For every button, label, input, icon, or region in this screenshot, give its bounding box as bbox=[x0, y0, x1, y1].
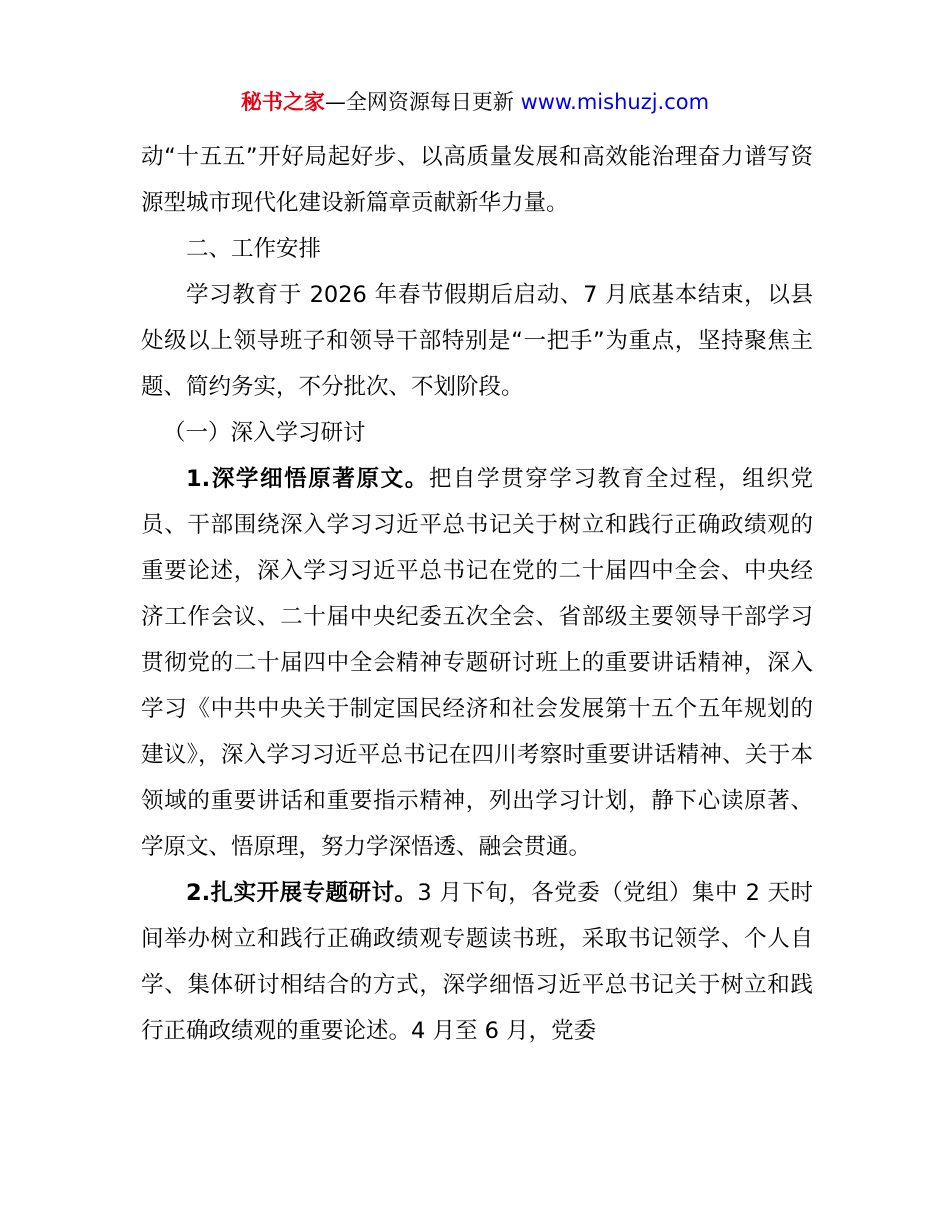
subsection-heading bbox=[141, 410, 813, 456]
site-header bbox=[0, 88, 950, 116]
paragraph-text: 学习教育于 2026 年春节假期后启动、7 月底基本结束，以县处级以上领导班子和领导干部特别是“一把手”为重点，坚持聚焦主题、简约务实，不分批次、不划阶段。 bbox=[141, 282, 813, 400]
document-body bbox=[141, 134, 813, 1054]
paragraph-continuation bbox=[141, 134, 813, 226]
paragraph bbox=[141, 272, 813, 410]
paragraph-lead: 1.深学细悟原著原文。 bbox=[186, 466, 429, 492]
subsection-heading-text: （一）深入学习研讨 bbox=[163, 420, 366, 446]
paragraph-lead: 2.扎实开展专题研讨。 bbox=[186, 880, 418, 906]
site-url-link[interactable]: www.mishuzj.com bbox=[520, 90, 710, 114]
paragraph-text: 动“十五五”开好局起好步、以高质量发展和高效能治理奋力谱写资源型城市现代化建设新篇章贡献新华力量。 bbox=[141, 144, 813, 216]
section-heading bbox=[141, 226, 813, 272]
header-tagline: —全网资源每日更新 bbox=[324, 90, 521, 114]
section-heading-text: 二、工作安排 bbox=[186, 236, 322, 262]
paragraph bbox=[141, 456, 813, 870]
paragraph-text: 3 月下旬，各党委（党组）集中 2 天时间举办树立和践行正确政绩观专题读书班，采取书记领学、个人自学、集体研讨相结合的方式，深学细悟习近平总书记关于树立和践行正确政绩观的重要论述。4 月至 6 月，党委 bbox=[141, 880, 813, 1044]
brand-name: 秘书之家 bbox=[240, 90, 325, 114]
paragraph-text: 把自学贯穿学习教育全过程，组织党员、干部围绕深入学习习近平总书记关于树立和践行正确政绩观的重要论述，深入学习习近平总书记在党的二十届四中全会、中央经济工作会议、二十届中央纪委五次全会、省部级主要领导干部学习贯彻党的二十届四中全会精神专题研讨班上的重要讲话精神，深入学习《中共中央关于制定国民经济和社会发展第十五个五年规划的建议》，深入学习习近平总书记在四川考察时重要讲话精神、关于本领域的重要讲话和重要指示精神，列出学习计划，静下心读原著、学原文、悟原理，努力学深悟透、融会贯通。 bbox=[141, 466, 813, 860]
paragraph bbox=[141, 870, 813, 1054]
